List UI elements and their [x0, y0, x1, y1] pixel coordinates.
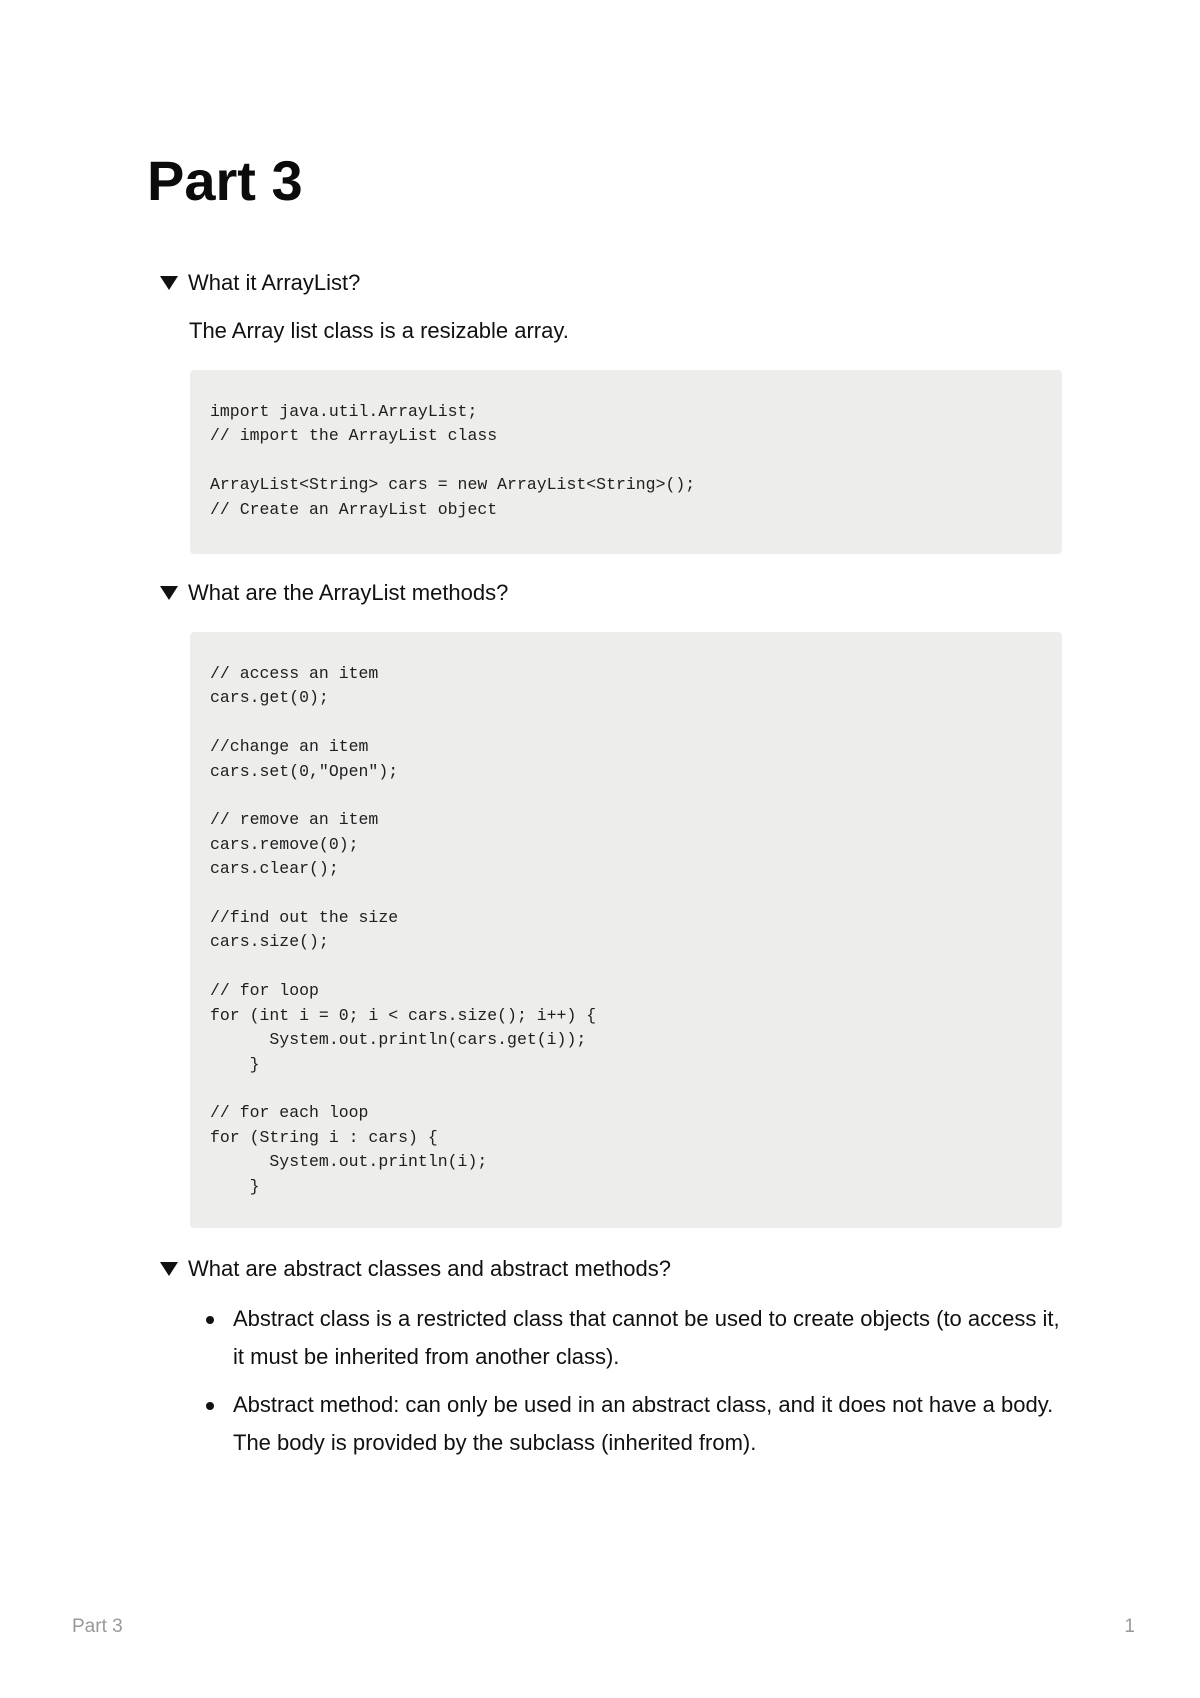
code-block	[190, 370, 1062, 554]
bullet-dot-icon	[206, 1316, 214, 1324]
code-text: import java.util.ArrayList; // import the ArrayList class ArrayList<String> cars = new ArrayList<String>(); // Create an ArrayList object	[210, 402, 696, 519]
list-item	[233, 1386, 1063, 1462]
toggle-arraylist-methods[interactable]	[160, 578, 508, 608]
list-item	[233, 1300, 1063, 1376]
list-item-text: Abstract method: can only be used in an abstract class, and it does not have a body. The body is provided by the subclass (inherited from).	[233, 1392, 1054, 1455]
caret-down-icon[interactable]	[160, 276, 178, 290]
caret-down-icon[interactable]	[160, 586, 178, 600]
bullet-dot-icon	[206, 1402, 214, 1410]
toggle-heading: What are the ArrayList methods?	[188, 580, 509, 605]
toggle-heading: What are abstract classes and abstract methods?	[188, 1256, 672, 1281]
caret-down-icon[interactable]	[160, 1262, 178, 1276]
code-text: // access an item cars.get(0); //change an item cars.set(0,"Open"); // remove an item cars.remove(0); cars.clear(); //find out the size cars.size(); // for loop for (int i = 0; i < cars.size(); i++) { System.out.println(cars.get(i)); } // for each loop for (String i : cars) { System.out.println(i); }	[210, 664, 597, 1196]
code-block	[190, 632, 1062, 1228]
footer-title: Part 3	[72, 1616, 123, 1637]
toggle-heading: What it ArrayList?	[188, 270, 361, 295]
toggle-abstract-classes[interactable]	[160, 1254, 671, 1284]
page-number: 1	[1124, 1616, 1135, 1637]
bullet-list	[233, 1300, 1063, 1472]
toggle-what-is-arraylist[interactable]	[160, 268, 360, 298]
paragraph: The Array list class is a resizable array.	[189, 318, 569, 343]
page-title: Part 3	[147, 149, 303, 212]
list-item-text: Abstract class is a restricted class that cannot be used to create objects (to access it, it must be inherited from another class).	[233, 1306, 1060, 1369]
